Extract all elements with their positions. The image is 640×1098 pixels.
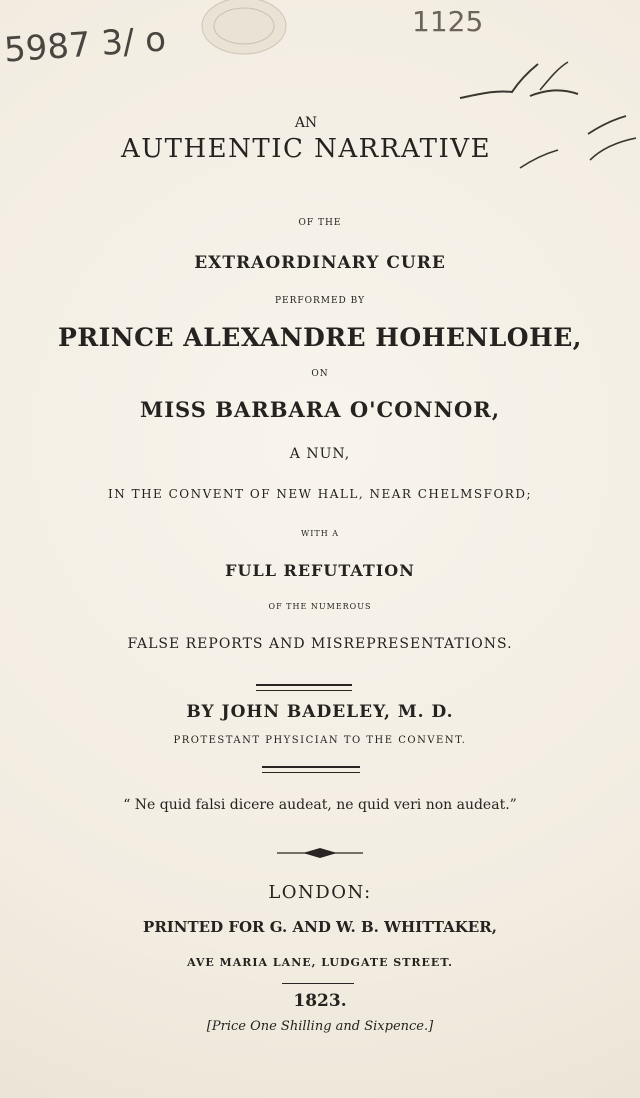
title-line-with-a: WITH A [300,529,339,538]
ornament-divider [277,846,363,860]
title-line-address: AVE MARIA LANE, LUDGATE STREET. [187,956,453,969]
title-line-convent: IN THE CONVENT OF NEW HALL, NEAR CHELMSFORD; [108,487,532,501]
title-line-motto: “ Ne quid falsi dicere audeat, ne quid veri non audeat.” [123,797,517,813]
title-line-printed-for: PRINTED FOR G. AND W. B. WHITTAKER, [143,918,497,936]
title-line-refutation: FULL REFUTATION [225,561,415,580]
title-line-cure: EXTRAORDINARY CURE [194,253,446,273]
title-line-of-the: OF THE [298,218,342,228]
title-line-london: LONDON: [268,882,372,903]
title-line-an: AN [294,115,318,131]
rule-before-year [282,983,354,984]
library-stamp [192,0,292,62]
handwritten-shelfmark: 5987 3/ o [2,19,168,71]
title-line-on: ON [311,369,329,379]
title-line-year: 1823. [293,991,347,1011]
title-line-prince: PRINCE ALEXANDRE HOHENLOHE, [58,323,582,352]
title-line-author: BY JOHN BADELEY, M. D. [186,702,454,722]
title-line-author-role: PROTESTANT PHYSICIAN TO THE CONVENT. [173,735,467,746]
title-line-false-reports: FALSE REPORTS AND MISREPRESENTATIONS. [127,636,513,652]
title-line-of-numerous: OF THE NUMEROUS [268,602,372,611]
rule-after-author [262,766,360,773]
title-line-performed-by: PERFORMED BY [274,296,366,306]
title-main: AUTHENTIC NARRATIVE [120,134,492,164]
rule-before-author [256,684,352,691]
title-line-price: [Price One Shilling and Sixpence.] [206,1019,434,1034]
handwritten-library-mark: 1125 [412,5,484,38]
title-line-nun: A NUN, [289,446,351,462]
title-line-miss: MISS BARBARA O'CONNOR, [139,397,501,422]
